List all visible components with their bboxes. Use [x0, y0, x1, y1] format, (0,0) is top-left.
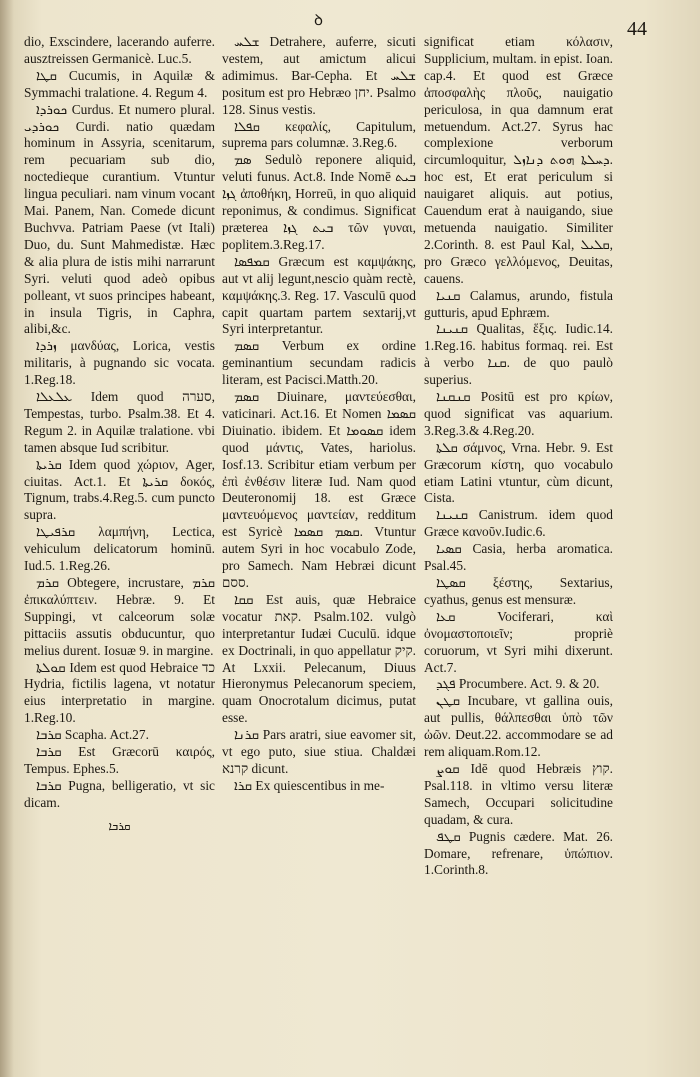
entry: ܩܠܬܐ σάμνος, Vrna. Hebr. 9. Est Græcorum κίστη, quo vocabulo etiam Latini vtuntur, cùm dicunt, Cista. — [424, 439, 613, 506]
entry: ܦܓܕ Procumbere. Act. 9. & 20. — [436, 676, 600, 692]
page-gutter-shadow — [0, 0, 14, 1077]
catchword: ܩܪܒܐ — [108, 818, 131, 833]
entry: ܩܢܝܢܐ Qualitas, ἕξις. Iudic.14. 1.Reg.16. habitus formaq. rei. Est à verbo ܩܢܐ. de quo paulò superius. — [424, 321, 613, 388]
entry: ܩܣܛܐ ξέστης, Sextarius, cyathus, genus est mensuræ. — [424, 575, 613, 607]
column-2 — [222, 34, 416, 795]
entry: ܩܥܐ Vociferari, καὶ ὀνομαστοποιεῖν; propriè coruorum, vt Syri mihi dixerunt. Act.7. — [424, 608, 613, 675]
entry: ܩܛܦ Pugnis cædere. Mat. 26. Domare, refrenare, ὑπώπιον. 1.Corinth.8. — [424, 828, 613, 878]
entry: ܩܘܨ Idē quod Hebræis קוץ. Psal.118. in vltimo versu literæ Samech, Occupari solicitudine quadam, & cura. — [424, 760, 613, 827]
entry: ܩܘܠܬܐ Idem est quod Hebraice כד Hydria, fictilis lagena, vt notatur eius interpretatio in margine. 1.Reg.10. — [24, 659, 215, 726]
entry: ܙܪܕܐ μανδύας, Lorica, vestis militaris, à pugnando sic vocata. 1.Reg.18. — [24, 338, 215, 388]
entry: dio, Exscindere, lacerando auferre. ausztreissen Germanicè. Luc.5. — [24, 34, 215, 66]
page-number: 44 — [627, 18, 647, 40]
entry: ܩܢܝܢܐ Canistrum. idem quod Græce κανοῦν.Iudic.6. — [424, 507, 613, 540]
entry: ܩܛܢ Incubare, vt gallina ouis, aut pullis, θάλπεσθαι ὑπὸ τῶν ὠῶν. Deut.22. accommodare se ad rem aliquam.Rom.12. — [424, 693, 613, 760]
header-mark: ꝺ — [314, 13, 323, 29]
entry: ܩܪܐ Ex quiescentibus in me- — [234, 777, 385, 793]
column-3 — [424, 34, 613, 879]
entry: ܩܩܐ Est auis, quæ Hebraice vocatur קאת. Psalm.102. vulgò interpretantur Iudæi Cuculū. idque ex Doctrinali, in quo appellatur קיק. At Lxxii. Pelecanum, Diuus Hieronymus Pelecanorum speciem, quam Onocrotalum dicimus, putat esse. — [222, 591, 416, 726]
entry: ܩܣܝܐ Casia, herba aromatica. Psal.45. — [424, 541, 613, 574]
entry: ܫܠܚ Detrahere, auferre, sicuti vestem, aut amictum alicui adimimus. Bar-Cepha. Et ܫܠܚ positum est pro Hebræo יחן. Psalmo 128. Sinus vestis. — [222, 34, 416, 117]
entry: ܩܣܡ Verbum ex ordine geminantium secundam radicis literam, est Pacisci.Matth.20. — [222, 338, 416, 388]
entry: ܟܘܪܕܐ Curdus. Et numero plural. ܟܘܪܕܝ Curdi. natio quædam hominum in Assyria, scenitarum, rem pecuariam sub dio, noctedieque curantium. Vtuntur lingua peculiari. nam vinum vocant Mai. Panem, Nan. Comede dicunt Buchvva. Patriam Paese (vt Itali) Duo, du. Sunt Mahmedistæ. Hæc & alia plura de istis mihi narrarunt Syri. veluti quod adeò opibus polleant, vt suos principes habeant, in insula Tigris, in Caphra, alibi,&c. — [24, 101, 215, 337]
entry: ܩܦܠܐ κεφαλίς, Capitulum, suprema pars columnæ. 3.Reg.6. — [222, 118, 416, 151]
entry: significat etiam κόλασιν, Supplicium, multam. in epist. Ioan. cap.4. Et quod est Græce ἀποσφαλὴς πλοῦς, nauigatio periculosa, in qua damnum erat metuendum. Act.27. Syrus hac complexione verborum circumloquitur, ܕܚܠܬܐ ܗܘܬ ܕܢܐܙܠ. hoc est, Et erat periculum si nauigaret aliquis. aut potius, Cauendum erat à nauigando, siue metuenda nauigatio. Similiter 2.Corinth. 8. est Paul Kal, ܩܠܝܠ, pro Græco γελλόμενος, Deuitas, cauens. — [424, 34, 613, 286]
column-1 — [24, 34, 215, 835]
entry: ܩܣܡ Diuinare, μαντεύεσθαι, vaticinari. Act.16. Et Nomen ܩܣܡܐ Diuinatio. ibidem. Et ܩܣܘܡܐ idem quod μάντις, Vates, hariolus. Iosf.13. Scribitur etiam verbum per ἐπὶ ἐνθέσιν literæ Iud. Nam quod Deuteronomij 18. est Græce μαντευόμενος μαντείαν, redditum est Syricè ܩܣܡ ܩܣܡܐ. Vtuntur autem Syri in hoc vocabulo Zode, pro Samech. Nam Hebræi dicunt ססם. — [222, 389, 416, 590]
entry: ܩܪܒܐ Pugna, belligeratio, vt sic dicam. — [24, 777, 215, 810]
entry: ܩܢܩܢܐ Positū est pro κρίων, quod significat vas aquarium. 3.Reg.3.& 4.Reg.20. — [424, 389, 613, 438]
entry: ܥܠܥܠܐ Idem quod סערה, Tempestas, turbo. Psalm.38. Et 4. Regum 2. in Aquilæ tralatione. vbi tamen absque Iud scribitur. — [24, 389, 215, 455]
entry: ܩܛܐ Cucumis, in Aquilæ & Symmachi tralatione. 4. Regum 4. — [24, 67, 215, 100]
entry: ܩܪܝܬܐ Idem quod χώριον, Ager, ciuitas. Act.1. Et ܩܪܝܬܐ δοκός, Tignum, trabs.4.Reg.5. cum puncto supra. — [24, 456, 215, 523]
entry: ܩܪܡ Obtegere, incrustare, ܩܪܡ ἐπικαλύπτειν. Hebræ. 9. Et Suppingi, vt calceorum solæ pittaciis assutis obducuntur, quo melius durent. Iosuæ 9. in margine. — [24, 575, 215, 658]
entry: ܩܢܝܐ Calamus, arundo, fistula gutturis, apud Ephræm. — [424, 287, 613, 320]
entry: ܩܪܢܐ Pars aratri, siue eavomer sit, vt ego puto, siue stiua. Chaldæi קרנא dicunt. — [222, 727, 416, 776]
entry: ܩܡܦܣܐ Græcum est καμψάκης, aut vt alij legunt,nescio quàm rectè, καμψάκης.3. Reg. 17. Vasculū quod capit quartam partem sextarij,vt Syri interpretantur. — [222, 253, 416, 337]
entry: ܩܪܦܝܛܐ λαμπήνη, Lectica, vehiculum delicatorum hominū. Iud.5. 1.Reg.26. — [24, 524, 215, 574]
entry: ܩܪܒܐ Scapha. Act.27. — [36, 727, 149, 743]
entry: ܩܪܒܐ Est Græcorū καιρός, Tempus. Ephes.5. — [24, 744, 215, 776]
entry: ܣܡ Sedulò reponere aliquid, veluti funus. Act.8. Inde Nomē ܒܝܬ ܓܙܐ ἀποθήκη, Horreū, in quo aliquid reponimus, & condimus. Significat præterea ܒܝܬ ܓܙܐ τῶν γυναι, poplitem.3.Reg.17. — [222, 152, 416, 252]
